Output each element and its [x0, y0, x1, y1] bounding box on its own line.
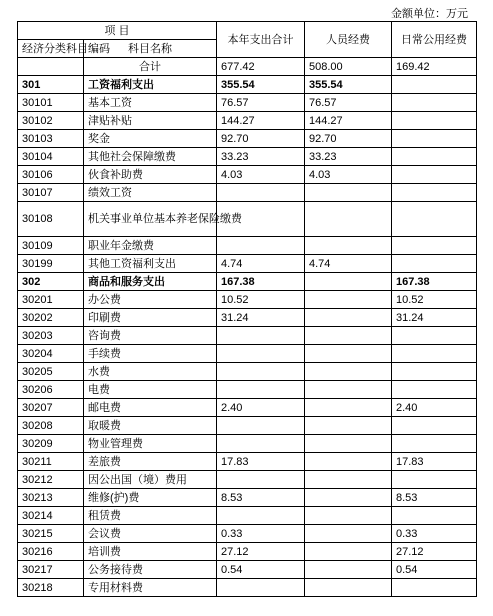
header-name: 科目名称	[84, 40, 217, 58]
row-code: 30209	[18, 435, 84, 453]
table-row	[18, 471, 477, 489]
row-personnel	[305, 507, 392, 525]
row-personnel	[305, 309, 392, 327]
row-code: 30213	[18, 489, 84, 507]
row-name: 邮电费	[84, 399, 217, 417]
row-personnel: 4.74	[305, 255, 392, 273]
total-code	[18, 58, 84, 76]
row-total	[217, 381, 305, 399]
row-code: 30101	[18, 94, 84, 112]
row-name: 津贴补贴	[84, 112, 217, 130]
table-row	[18, 184, 477, 202]
row-code: 30106	[18, 166, 84, 184]
row-name: 其他社会保障缴费	[84, 148, 217, 166]
row-public	[392, 327, 477, 345]
row-code: 30107	[18, 184, 84, 202]
row-name: 咨询费	[84, 327, 217, 345]
row-public	[392, 184, 477, 202]
row-personnel: 33.23	[305, 148, 392, 166]
row-name: 差旅费	[84, 453, 217, 471]
row-public	[392, 435, 477, 453]
row-public: 167.38	[392, 273, 477, 291]
row-name: 维修(护)费	[84, 489, 217, 507]
row-name: 手续费	[84, 345, 217, 363]
row-code: 30102	[18, 112, 84, 130]
row-personnel: 92.70	[305, 130, 392, 148]
row-public: 8.53	[392, 489, 477, 507]
row-total: 167.38	[217, 273, 305, 291]
row-personnel	[305, 327, 392, 345]
row-total: 0.54	[217, 561, 305, 579]
expenditure-table	[17, 21, 477, 597]
row-name: 会议费	[84, 525, 217, 543]
row-personnel	[305, 202, 392, 237]
row-public	[392, 94, 477, 112]
table-row	[18, 255, 477, 273]
row-name: 取暖费	[84, 417, 217, 435]
row-public: 31.24	[392, 309, 477, 327]
header-item: 项 目	[18, 22, 217, 40]
row-personnel	[305, 381, 392, 399]
row-total	[217, 237, 305, 255]
row-name: 基本工资	[84, 94, 217, 112]
row-personnel	[305, 561, 392, 579]
row-public	[392, 255, 477, 273]
row-public: 0.54	[392, 561, 477, 579]
row-public	[392, 363, 477, 381]
table-row	[18, 399, 477, 417]
unit-note: 金额单位：万元	[391, 8, 468, 20]
row-personnel	[305, 453, 392, 471]
row-personnel: 355.54	[305, 76, 392, 94]
row-total: 17.83	[217, 453, 305, 471]
table-row	[18, 525, 477, 543]
row-name: 水费	[84, 363, 217, 381]
row-code: 30104	[18, 148, 84, 166]
row-code: 30203	[18, 327, 84, 345]
row-total: 31.24	[217, 309, 305, 327]
table-row	[18, 148, 477, 166]
row-name: 机关事业单位基本养老保险缴费	[84, 202, 217, 237]
row-public	[392, 166, 477, 184]
row-total: 2.40	[217, 399, 305, 417]
total-personnel: 508.00	[305, 58, 392, 76]
row-code: 30201	[18, 291, 84, 309]
row-personnel	[305, 184, 392, 202]
table-row	[18, 579, 477, 597]
row-public	[392, 471, 477, 489]
row-name: 商品和服务支出	[84, 273, 217, 291]
table-row	[18, 166, 477, 184]
row-total	[217, 184, 305, 202]
row-code: 30205	[18, 363, 84, 381]
row-total: 27.12	[217, 543, 305, 561]
row-total: 4.03	[217, 166, 305, 184]
row-total	[217, 507, 305, 525]
row-public	[392, 112, 477, 130]
row-total	[217, 579, 305, 597]
row-total: 355.54	[217, 76, 305, 94]
row-personnel: 76.57	[305, 94, 392, 112]
table-row	[18, 291, 477, 309]
row-personnel	[305, 273, 392, 291]
row-name: 物业管理费	[84, 435, 217, 453]
row-total: 92.70	[217, 130, 305, 148]
row-name: 职业年金缴费	[84, 237, 217, 255]
row-code: 30204	[18, 345, 84, 363]
row-personnel	[305, 237, 392, 255]
table-row	[18, 130, 477, 148]
row-code: 30208	[18, 417, 84, 435]
table-row	[18, 561, 477, 579]
row-total	[217, 435, 305, 453]
row-public	[392, 579, 477, 597]
row-public	[392, 237, 477, 255]
table-row	[18, 381, 477, 399]
row-public	[392, 202, 477, 237]
row-code: 30214	[18, 507, 84, 525]
row-total	[217, 327, 305, 345]
header-personnel: 人员经费	[305, 22, 392, 58]
total-label: 合计	[84, 58, 217, 76]
row-personnel	[305, 345, 392, 363]
row-name: 专用材料费	[84, 579, 217, 597]
row-code: 30217	[18, 561, 84, 579]
row-personnel	[305, 417, 392, 435]
row-name: 租赁费	[84, 507, 217, 525]
table-row	[18, 489, 477, 507]
table-row	[18, 273, 477, 291]
row-code: 30103	[18, 130, 84, 148]
row-personnel	[305, 579, 392, 597]
header-public: 日常公用经费	[392, 22, 477, 58]
row-public: 27.12	[392, 543, 477, 561]
row-code: 30212	[18, 471, 84, 489]
header-row-top	[18, 22, 477, 40]
row-name: 奖金	[84, 130, 217, 148]
row-name: 因公出国（境）费用	[84, 471, 217, 489]
row-code: 301	[18, 76, 84, 94]
row-total	[217, 345, 305, 363]
row-public	[392, 507, 477, 525]
row-code: 30108	[18, 202, 84, 237]
row-public: 17.83	[392, 453, 477, 471]
row-public: 2.40	[392, 399, 477, 417]
table-row	[18, 327, 477, 345]
row-total: 10.52	[217, 291, 305, 309]
table-row	[18, 76, 477, 94]
row-personnel	[305, 291, 392, 309]
row-name: 公务接待费	[84, 561, 217, 579]
row-personnel	[305, 543, 392, 561]
row-personnel	[305, 435, 392, 453]
row-name: 电费	[84, 381, 217, 399]
row-code: 30202	[18, 309, 84, 327]
row-total: 33.23	[217, 148, 305, 166]
row-public	[392, 417, 477, 435]
row-personnel	[305, 489, 392, 507]
row-total	[217, 417, 305, 435]
row-name: 印刷费	[84, 309, 217, 327]
row-total: 4.74	[217, 255, 305, 273]
row-name: 其他工资福利支出	[84, 255, 217, 273]
row-total: 0.33	[217, 525, 305, 543]
row-total	[217, 363, 305, 381]
total-public: 169.42	[392, 58, 477, 76]
row-public	[392, 148, 477, 166]
row-total	[217, 471, 305, 489]
header-code: 经济分类科目编码	[18, 40, 84, 58]
row-personnel: 144.27	[305, 112, 392, 130]
row-name: 工资福利支出	[84, 76, 217, 94]
table-row	[18, 345, 477, 363]
row-personnel	[305, 525, 392, 543]
row-public: 10.52	[392, 291, 477, 309]
table-row	[18, 417, 477, 435]
row-code: 302	[18, 273, 84, 291]
row-name: 培训费	[84, 543, 217, 561]
row-public	[392, 76, 477, 94]
header-total: 本年支出合计	[217, 22, 305, 58]
row-total: 8.53	[217, 489, 305, 507]
row-public	[392, 345, 477, 363]
row-code: 30215	[18, 525, 84, 543]
table-row	[18, 435, 477, 453]
table-row	[18, 237, 477, 255]
row-code: 30199	[18, 255, 84, 273]
row-name: 绩效工资	[84, 184, 217, 202]
row-code: 30218	[18, 579, 84, 597]
table-row	[18, 309, 477, 327]
row-code: 30216	[18, 543, 84, 561]
row-personnel	[305, 399, 392, 417]
row-code: 30206	[18, 381, 84, 399]
row-personnel: 4.03	[305, 166, 392, 184]
row-public: 0.33	[392, 525, 477, 543]
row-personnel	[305, 363, 392, 381]
row-name: 伙食补助费	[84, 166, 217, 184]
table-row	[18, 507, 477, 525]
total-total: 677.42	[217, 58, 305, 76]
table-row	[18, 94, 477, 112]
row-code: 30207	[18, 399, 84, 417]
table-row	[18, 363, 477, 381]
table-row	[18, 112, 477, 130]
row-code: 30109	[18, 237, 84, 255]
table-row	[18, 543, 477, 561]
row-total: 76.57	[217, 94, 305, 112]
table-row	[18, 453, 477, 471]
table-row	[18, 202, 477, 237]
total-row	[18, 58, 477, 76]
row-code: 30211	[18, 453, 84, 471]
row-public	[392, 381, 477, 399]
row-name: 办公费	[84, 291, 217, 309]
row-personnel	[305, 471, 392, 489]
row-public	[392, 130, 477, 148]
row-total: 144.27	[217, 112, 305, 130]
